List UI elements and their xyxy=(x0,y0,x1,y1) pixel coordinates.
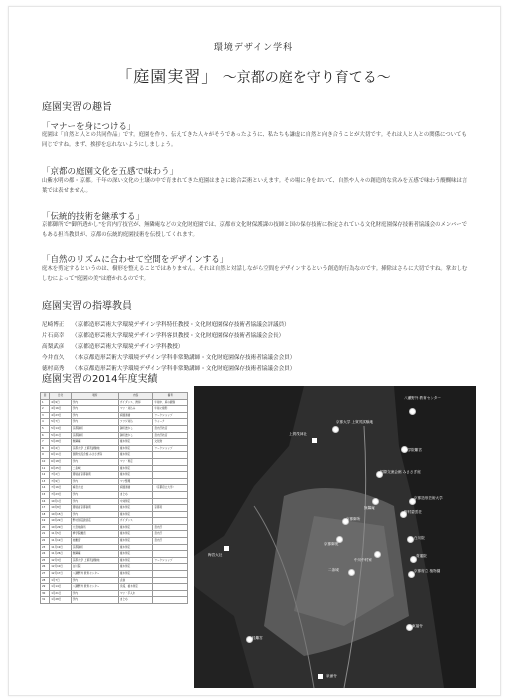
teachers-heading: 庭園実習の指導教員 xyxy=(42,301,132,312)
map-label: 上賀茂神社 xyxy=(289,432,307,436)
table-row xyxy=(41,538,188,545)
table-cell: 30 xyxy=(41,590,50,597)
table-cell: 28 xyxy=(41,577,50,584)
table-cell: 植木剪定 xyxy=(118,531,153,538)
table-cell: 無隣庵 xyxy=(71,439,118,446)
table-row xyxy=(41,445,188,452)
table-cell: 植木剪定 xyxy=(118,445,153,452)
table-row xyxy=(41,406,188,413)
table-cell: 学内 xyxy=(71,412,118,419)
map-pin xyxy=(332,426,339,433)
table-cell: 4月9日 xyxy=(50,399,72,406)
table-cell: 11月5日 xyxy=(50,531,72,538)
teacher-role: （本京都造形芸術大学環境デザイン学科非常勤講師・文化財庭園保存技術者協議会会員） xyxy=(72,366,296,372)
table-cell: 13 xyxy=(41,478,50,485)
table-cell: 3 xyxy=(41,412,50,419)
table-cell: 1月21日 xyxy=(50,590,72,597)
teacher-name: 片石高幸 xyxy=(42,333,65,339)
table-cell: 学内 xyxy=(71,406,118,413)
column-header: 備考 xyxy=(153,393,188,400)
column-header: 場所 xyxy=(71,393,118,400)
table-cell: 29 xyxy=(41,584,50,591)
table-row xyxy=(41,557,188,564)
aim-heading: 庭園実習の趣旨 xyxy=(42,102,112,113)
map-label: 国際交流会館 みささぎ庭 xyxy=(380,470,421,474)
table-cell: 6月25日 xyxy=(50,465,72,472)
title-sub: ～京都の庭を守り育てる～ xyxy=(222,70,391,86)
table-cell: 植木剪定 xyxy=(118,452,153,459)
table-cell: 学内 xyxy=(71,419,118,426)
title-main: 「庭園実習」 xyxy=(116,67,219,86)
map-label: 中川中村家 xyxy=(354,558,372,562)
table-cell: 点検 xyxy=(118,577,153,584)
table-cell xyxy=(153,551,188,558)
table-cell: 4 xyxy=(41,419,50,426)
column-header: 回 xyxy=(41,393,50,400)
table-cell: 午前に樹形 xyxy=(153,406,188,413)
table-cell: ウォーク xyxy=(153,419,188,426)
teacher-role: （本京都造形芸術大学環境デザイン学科非常勤講師・文化財庭園保存技術者協議会会員） xyxy=(72,355,296,361)
table-cell xyxy=(153,577,188,584)
table-cell: ワークショップ xyxy=(153,412,188,419)
map-pin xyxy=(409,408,416,415)
table-cell: 26 xyxy=(41,564,50,571)
table-cell: 27 xyxy=(41,571,50,578)
table-cell: 植木剪定 xyxy=(118,511,153,518)
table-cell: 植木剪定 xyxy=(118,551,153,558)
map-label: 二条城 xyxy=(328,568,339,572)
table-cell: 10月29日 xyxy=(50,524,72,531)
table-cell: マツ・刈込み xyxy=(118,406,153,413)
table-cell: 八瀬野外 教育センター xyxy=(71,584,118,591)
table-cell xyxy=(153,584,188,591)
table-cell: 2 xyxy=(41,406,50,413)
schedule-table xyxy=(40,392,188,604)
table-cell: 21 xyxy=(41,531,50,538)
table-cell: ツツジ刈込 xyxy=(118,419,153,426)
table-cell: 1月7日 xyxy=(50,577,72,584)
teacher-name: 高梨武彦 xyxy=(42,344,65,350)
table-cell: 学内 xyxy=(71,491,118,498)
teacher-role: （京都造形芸術大学環境デザイン学科教授） xyxy=(72,344,184,350)
table-cell xyxy=(153,491,188,498)
table-cell: 八瀬野外 教育センター xyxy=(71,571,118,578)
table-cell xyxy=(153,478,188,485)
section-text: 庭木を剪定するというのは、樹形を整えることではありません。それは自然と対話しながら空間をデザインするという創造的行為なのです。挿除はさらに大切ですね。掌おしむしむによって"庭園の美"は磨かれるのです。 xyxy=(42,266,468,282)
table-cell: ワークショップ xyxy=(153,445,188,452)
table-cell: 5 xyxy=(41,425,50,432)
map-label: 京都御所 xyxy=(346,517,361,521)
table-row xyxy=(41,458,188,465)
table-cell: 宮内庁 xyxy=(153,531,188,538)
section-title: 「京都の庭園文化を五感で味わう」 xyxy=(42,167,179,177)
table-cell: 10 xyxy=(41,458,50,465)
table-cell: 7月9日 xyxy=(50,478,72,485)
table-row xyxy=(41,511,188,518)
table-cell xyxy=(153,498,188,505)
table-row xyxy=(41,485,188,492)
table-cell: 修学院離宮 xyxy=(71,531,118,538)
map-label: 京都造形芸術大学 xyxy=(414,496,443,500)
map-marker xyxy=(312,438,317,443)
table-cell: 学内 xyxy=(71,458,118,465)
table-cell: 9 xyxy=(41,452,50,459)
table-cell: 6月18日 xyxy=(50,458,72,465)
table-cell: 学内 xyxy=(71,498,118,505)
table-cell: まとめ xyxy=(118,597,153,604)
table-row xyxy=(41,597,188,604)
table-cell: 学内 xyxy=(71,399,118,406)
table-cell: 宮内庁 xyxy=(153,524,188,531)
table-cell: 植木剪定 xyxy=(118,564,153,571)
teacher-role: （京都造形芸術大学環境デザイン学科特任教授・文化財庭園保存技術者協議会評議員） xyxy=(72,322,290,328)
table-cell: 17 xyxy=(41,505,50,512)
table-cell: 18 xyxy=(41,511,50,518)
table-cell: 11月26日 xyxy=(50,551,72,558)
table-row xyxy=(41,465,188,472)
table-cell: 1月28日 xyxy=(50,597,72,604)
table-cell: 二条城 xyxy=(71,465,118,472)
section-text: 京都御所で"御所透かし"を宮内庁技官が、無隣庵などの文化財庭園では、京都市文化財保護課の技師と国の保存技術に指定されている文化財庭園保存技術者協議会のメンバーでもある担当教員が、京都の伝統的庭園技術を伝授してくれます。 xyxy=(42,222,468,238)
table-cell: ガイダンス xyxy=(118,518,153,525)
section-title: 「マナーを身につける」 xyxy=(42,122,136,132)
table-cell: 大宮地御所 xyxy=(71,524,118,531)
table-cell: 環境省京都御苑 xyxy=(71,472,118,479)
map-label: 泉涌寺 xyxy=(326,674,337,678)
teacher-role: （京都造形芸術大学環境デザイン学科客員教授・文化財庭園保存技術者協議会会長） xyxy=(72,333,285,339)
section-text: 山紫水明の都・京都。千年の深い文化の土壌の中で育まれてきた庭園はまさに総合芸術といえます。その場に身をおいて、自然や人々の創造的な営みを五感で味わう醍醐味は言葉では表せません。 xyxy=(42,178,468,194)
table-row xyxy=(41,412,188,419)
map-marker xyxy=(318,674,323,679)
table-row xyxy=(41,399,188,406)
table-row xyxy=(41,505,188,512)
table-cell: 10月8日 xyxy=(50,505,72,512)
table-cell: 野村別荘碧雲荘 xyxy=(71,518,118,525)
table-cell: 12 xyxy=(41,472,50,479)
table-cell: 11月12日 xyxy=(50,538,72,545)
table-cell: 午前中、庭の観察 xyxy=(153,399,188,406)
table-cell: 5月21日 xyxy=(50,432,72,439)
table-cell: マツ・剪定 xyxy=(118,458,153,465)
teachers-list xyxy=(42,320,482,375)
table-cell: 25 xyxy=(41,557,50,564)
table-cell: マツ整理 xyxy=(118,478,153,485)
table-cell: 14 xyxy=(41,485,50,492)
column-header: 内容 xyxy=(118,393,153,400)
table-cell: 植木剪定 xyxy=(118,538,153,545)
table-row xyxy=(41,544,188,551)
map-label: 無隣庵 xyxy=(364,506,375,510)
teacher-name: 尼崎博正 xyxy=(42,322,65,328)
column-header: 日付 xyxy=(50,393,72,400)
table-cell xyxy=(153,544,188,551)
table-cell xyxy=(153,590,188,597)
table-cell: 宮内庁技官 xyxy=(153,432,188,439)
table-cell: 10月22日 xyxy=(50,518,72,525)
table-cell: 1月14日 xyxy=(50,584,72,591)
table-cell: 15 xyxy=(41,491,50,498)
table-cell: 学内 xyxy=(71,577,118,584)
table-row xyxy=(41,498,188,505)
map-pin xyxy=(372,498,379,505)
table-row xyxy=(41,577,188,584)
table-cell: 11 xyxy=(41,465,50,472)
section-title: 「自然のリズムに合わせて空間をデザインする」 xyxy=(42,255,229,265)
table-cell: 文化財 xyxy=(153,439,188,446)
map-label: 白川院 xyxy=(414,536,425,540)
table-cell: 植木剪定 xyxy=(118,571,153,578)
table-row xyxy=(41,439,188,446)
table-cell: 学内 xyxy=(71,597,118,604)
teacher-name: 今井直久 xyxy=(42,355,65,361)
table-cell: 中刈剪定 xyxy=(118,498,153,505)
table-cell: 御所透かし xyxy=(118,432,153,439)
table-cell: まとめ xyxy=(118,491,153,498)
map-label: 京都大学 上賀茂試験地 xyxy=(336,420,374,424)
teacher-row xyxy=(42,320,482,331)
table-cell: ワークショップ xyxy=(153,557,188,564)
table-cell: 宮内庁 xyxy=(153,538,188,545)
table-cell: 京都御所 xyxy=(71,544,118,551)
table-row xyxy=(41,518,188,525)
table-cell: 植木剪定 xyxy=(118,505,153,512)
table-cell: 12月17日 xyxy=(50,571,72,578)
table-cell: 京都御所 xyxy=(71,432,118,439)
table-row xyxy=(41,432,188,439)
teacher-row xyxy=(42,342,482,353)
table-cell: 伐採、植木剪定 xyxy=(118,584,153,591)
table-cell: 24 xyxy=(41,551,50,558)
table-cell: 7 xyxy=(41,439,50,446)
table-cell: 11月19日 xyxy=(50,544,72,551)
table-cell: 植木剪定 xyxy=(118,472,153,479)
table-row xyxy=(41,478,188,485)
table-cell: 無隣庵 xyxy=(71,551,118,558)
table-cell: 京都府 xyxy=(153,505,188,512)
map-label: 野村碧雲荘 xyxy=(404,510,422,514)
map-pin xyxy=(374,551,381,558)
map-label: 桂離宮 xyxy=(252,636,263,640)
table-cell: 庭園清掃 xyxy=(118,412,153,419)
table-cell: （京都府立大学） xyxy=(153,485,188,492)
table-cell: 8 xyxy=(41,445,50,452)
table-row xyxy=(41,551,188,558)
map-label: 青蓮院 xyxy=(416,554,427,558)
table-cell: 京都御所 xyxy=(71,425,118,432)
table-cell: 植木剪定 xyxy=(118,439,153,446)
teacher-row xyxy=(42,353,482,364)
table-cell: 白川院 xyxy=(71,564,118,571)
section-text: 庭園は「自然と人との共同作品」です。庭園を作り、伝えてきた人々がそうであったように、私たちも謙虚に自然と向き合うことが大切です。それは人と人との関係についても同じですね。まず、挨拶を忘れないようにしましょう。 xyxy=(42,132,467,148)
map-label: 京都府立 植物園 xyxy=(414,569,441,573)
table-cell: 植木剪定 xyxy=(118,465,153,472)
table-cell: 環境省京都御苑 xyxy=(71,505,118,512)
table-cell xyxy=(153,518,188,525)
table-cell: 31 xyxy=(41,597,50,604)
table-cell: 12月3日 xyxy=(50,557,72,564)
table-cell: 桂離宮 xyxy=(71,538,118,545)
table-cell: 7月2日 xyxy=(50,472,72,479)
table-cell: 梅宮大社 xyxy=(71,485,118,492)
map-label: 東福寺 xyxy=(412,624,423,628)
table-cell xyxy=(153,465,188,472)
table-row xyxy=(41,452,188,459)
page-title xyxy=(0,64,507,87)
table-row xyxy=(41,425,188,432)
map-pin xyxy=(348,569,355,576)
table-cell: 6月11日 xyxy=(50,452,72,459)
teacher-row xyxy=(42,331,482,342)
map-label: 梅宮大社 xyxy=(208,553,223,557)
table-cell: 植木剪定 xyxy=(118,557,153,564)
table-row xyxy=(41,564,188,571)
table-cell: 4月16日 xyxy=(50,406,72,413)
table-cell: 学内 xyxy=(71,590,118,597)
table-cell: 庭園清掃 xyxy=(118,485,153,492)
table-cell: ガイダンス、挨拶 xyxy=(118,399,153,406)
table-row xyxy=(41,472,188,479)
table-cell: 12月10日 xyxy=(50,564,72,571)
section-title: 「伝統的技術を継承する」 xyxy=(42,212,145,222)
table-row xyxy=(41,571,188,578)
map-label: 修学院離宮 xyxy=(404,448,422,452)
table-cell: 京都大学 上賀茂試験地 xyxy=(71,445,118,452)
table-cell: 16 xyxy=(41,498,50,505)
table-cell: 19 xyxy=(41,518,50,525)
table-cell: 10月1日 xyxy=(50,498,72,505)
map-label: 八瀬野外 教育センター xyxy=(404,396,441,400)
table-cell: 宮内庁技官 xyxy=(153,425,188,432)
table-cell xyxy=(153,472,188,479)
table-cell: 学内 xyxy=(71,478,118,485)
table-cell: 20 xyxy=(41,524,50,531)
table-cell xyxy=(153,564,188,571)
table-cell: 植木剪定 xyxy=(118,524,153,531)
table-row xyxy=(41,590,188,597)
table-cell xyxy=(153,511,188,518)
map-marker xyxy=(224,546,229,551)
table-cell xyxy=(153,458,188,465)
table-cell: 23 xyxy=(41,544,50,551)
table-cell: 御所透かし xyxy=(118,425,153,432)
table-row xyxy=(41,419,188,426)
table-cell xyxy=(153,571,188,578)
table-header-row xyxy=(41,393,188,400)
table-cell: 5月28日 xyxy=(50,439,72,446)
table-cell xyxy=(153,452,188,459)
table-cell xyxy=(153,597,188,604)
table-cell: 国際交流会館 みささぎ庭 xyxy=(71,452,118,459)
map-pin xyxy=(407,536,414,543)
table-cell: 10月15日 xyxy=(50,511,72,518)
teacher-name: 徳村高秀 xyxy=(42,366,65,372)
kyoto-map xyxy=(194,386,476,688)
table-cell: 5月7日 xyxy=(50,419,72,426)
results-heading: 庭園実習の2014年度実績 xyxy=(42,374,158,385)
department-label: 環境デザイン学科 xyxy=(213,43,294,53)
table-cell: マツ・手入れ xyxy=(118,590,153,597)
table-cell: 7月16日 xyxy=(50,485,72,492)
table-cell: 1 xyxy=(41,399,50,406)
table-cell: 植木剪定 xyxy=(118,544,153,551)
table-row xyxy=(41,584,188,591)
table-cell: 4月23日 xyxy=(50,412,72,419)
table-cell: 6 xyxy=(41,432,50,439)
table-cell: 22 xyxy=(41,538,50,545)
map-label: 京都御苑 xyxy=(324,542,339,546)
table-cell: 5月14日 xyxy=(50,425,72,432)
table-cell: 京都大学 上賀茂試験地 xyxy=(71,557,118,564)
table-row xyxy=(41,524,188,531)
table-cell: 学内 xyxy=(71,511,118,518)
table-cell: 6月4日 xyxy=(50,445,72,452)
table-row xyxy=(41,531,188,538)
table-cell: 7月23日 xyxy=(50,491,72,498)
table-row xyxy=(41,491,188,498)
